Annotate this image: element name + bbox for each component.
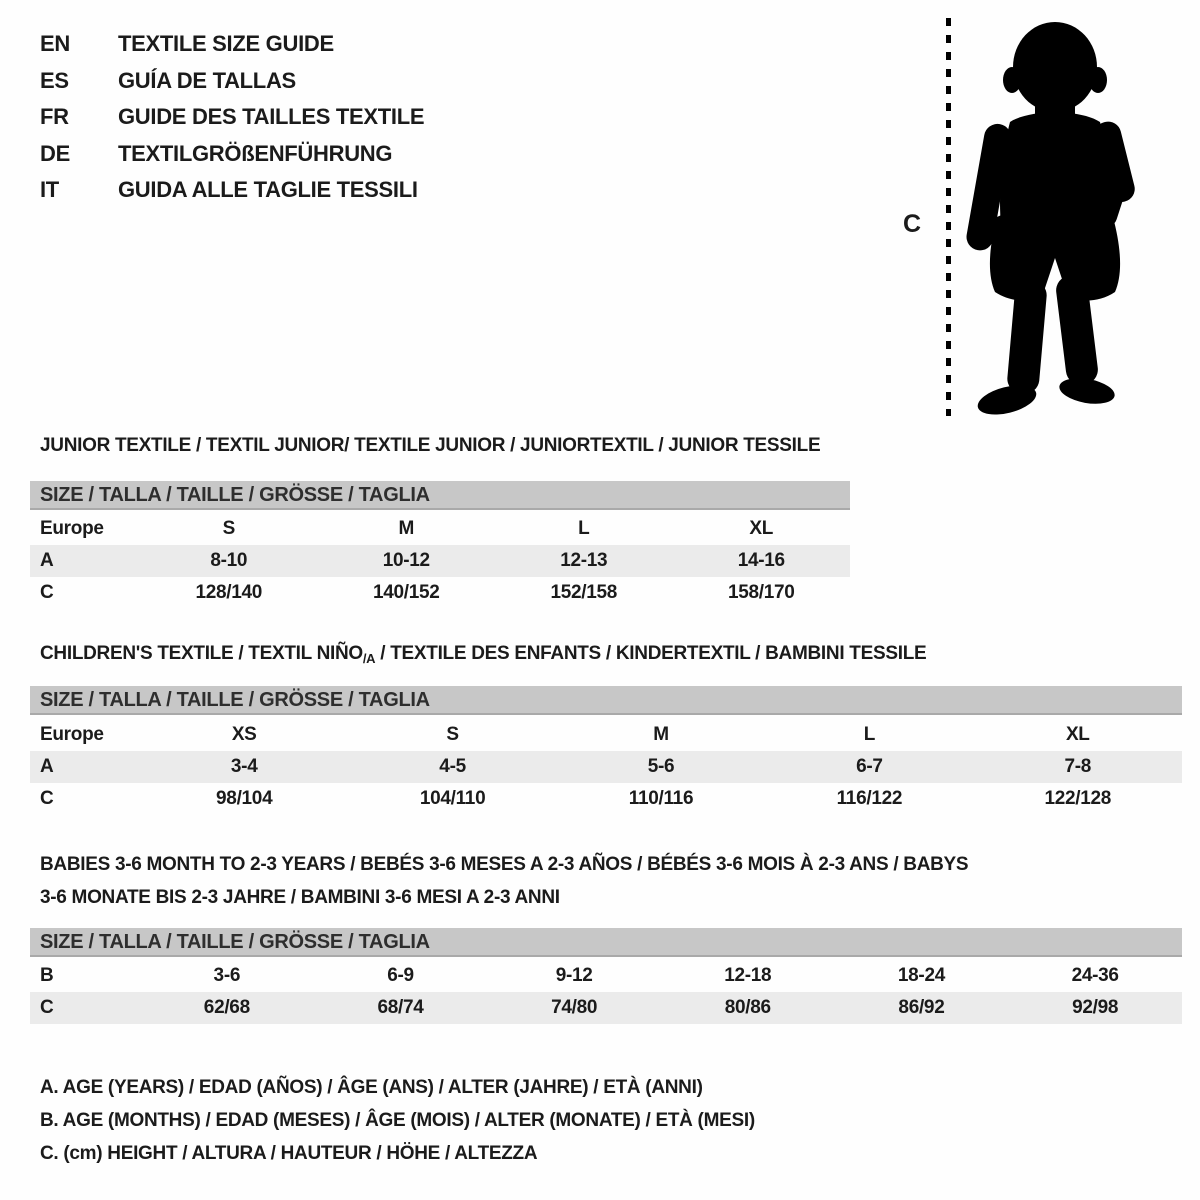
- table-row: [30, 992, 1182, 1024]
- cell: 3-4: [140, 751, 348, 783]
- title-text: CHILDREN'S TEXTILE / TEXTIL NIÑO: [40, 643, 363, 664]
- lang-title: TEXTILGRÖßENFÜHRUNG: [118, 140, 393, 166]
- lang-title: GUÍA DE TALLAS: [118, 67, 296, 93]
- cell: 122/128: [1044, 788, 1112, 809]
- lang-code: FR: [40, 104, 69, 130]
- cell: XS: [231, 724, 257, 745]
- cell: M: [398, 518, 415, 539]
- row-label: Europe: [40, 518, 104, 539]
- babies-section-title: [40, 848, 988, 919]
- cell: XL: [749, 518, 774, 539]
- legend-line-b: B. AGE (MONTHS) / EDAD (MESES) / ÂGE (MOIS) / ALTER (MONATE) / ETÀ (MESI): [40, 1110, 755, 1131]
- cell: 7-8: [974, 751, 1182, 783]
- lang-code: DE: [40, 140, 70, 166]
- toddler-silhouette: [955, 12, 1150, 420]
- cell: 6-9: [387, 965, 414, 986]
- cell: 98/104: [216, 788, 273, 809]
- row-label: A: [30, 751, 140, 783]
- cell: 86/92: [835, 992, 1009, 1024]
- cell: L: [578, 518, 590, 539]
- children-size-header-bar: SIZE / TALLA / TAILLE / GRÖSSE / TAGLIA: [30, 686, 1182, 715]
- cell: S: [222, 518, 235, 539]
- row-label: Europe: [40, 724, 104, 745]
- junior-size-header-bar: SIZE / TALLA / TAILLE / GRÖSSE / TAGLIA: [30, 481, 850, 510]
- children-size-table: [30, 719, 1182, 815]
- row-label: C: [40, 582, 54, 603]
- cell: 152/158: [550, 582, 618, 603]
- cell: 104/110: [419, 788, 486, 809]
- table-row: [30, 577, 850, 609]
- lang-title: GUIDA ALLE TAGLIE TESSILI: [118, 177, 418, 203]
- cell: 8-10: [140, 545, 318, 577]
- lang-row-de: [40, 136, 424, 173]
- cell: 12-13: [495, 545, 673, 577]
- row-label: B: [40, 965, 54, 986]
- cell: 18-24: [897, 965, 945, 986]
- title-sub: /A: [362, 651, 376, 666]
- cell: XL: [1065, 724, 1090, 745]
- cell: 4-5: [348, 751, 556, 783]
- lang-code: ES: [40, 67, 69, 93]
- junior-size-table: [30, 513, 850, 609]
- babies-size-table: [30, 960, 1182, 1024]
- language-title-list: [40, 26, 424, 209]
- cell: 68/74: [314, 992, 488, 1024]
- babies-size-header-bar: SIZE / TALLA / TAILLE / GRÖSSE / TAGLIA: [30, 928, 1182, 957]
- cell: L: [863, 724, 876, 745]
- cell: 116/122: [836, 788, 903, 809]
- table-row: [30, 751, 1182, 783]
- lang-row-en: [40, 26, 424, 63]
- table-row: [30, 719, 1182, 751]
- title-text: JUNIOR TEXTILE / TEXTIL JUNIOR/ TEXTILE JUNIOR / JUNIORTEXTIL / JUNIOR TESSILE: [40, 435, 821, 456]
- lang-row-fr: [40, 99, 424, 136]
- cell: 3-6: [213, 965, 241, 986]
- height-measure-dashed-line: [946, 18, 951, 416]
- lang-title: GUIDE DES TAILLES TEXTILE: [118, 104, 425, 130]
- cell: 74/80: [487, 992, 661, 1024]
- junior-section-title: [40, 434, 820, 462]
- lang-code: IT: [40, 177, 59, 203]
- measure-legend: [40, 1071, 755, 1170]
- table-row: [30, 783, 1182, 815]
- children-section-title: [40, 642, 926, 670]
- cell: 92/98: [1008, 992, 1182, 1024]
- cell: 128/140: [195, 582, 263, 603]
- cell: 9-12: [555, 965, 593, 986]
- lang-code: EN: [40, 31, 70, 57]
- cell: S: [446, 724, 459, 745]
- cell: 62/68: [140, 992, 314, 1024]
- lang-row-es: [40, 63, 424, 100]
- cell: 6-7: [765, 751, 973, 783]
- height-measure-label: C: [903, 210, 921, 238]
- lang-title: TEXTILE SIZE GUIDE: [118, 31, 334, 57]
- cell: 5-6: [557, 751, 765, 783]
- cell: 158/170: [727, 582, 795, 603]
- legend-line-a: A. AGE (YEARS) / EDAD (AÑOS) / ÂGE (ANS) / ALTER (JAHRE) / ETÀ (ANNI): [40, 1077, 703, 1098]
- cell: 80/86: [661, 992, 835, 1024]
- cell: 110/116: [628, 788, 694, 809]
- cell: 140/152: [372, 582, 440, 603]
- title-text: BABIES 3-6 MONTH TO 2-3 YEARS / BEBÉS 3-6 MESES A 2-3 AÑOS / BÉBÉS 3-6 MOIS À 2-3 ANS / BABYS 3-6 MONATE BIS 2-3 JAHRE / BAMBINI 3-6 MESI A 2-3 ANNI: [40, 854, 969, 908]
- cell: 10-12: [318, 545, 496, 577]
- table-row: [30, 960, 1182, 992]
- cell: M: [653, 724, 669, 745]
- cell: 24-36: [1071, 965, 1119, 986]
- table-row: [30, 545, 850, 577]
- title-text: / TEXTILE DES ENFANTS / KINDERTEXTIL / BAMBINI TESSILE: [375, 643, 927, 664]
- table-row: [30, 513, 850, 545]
- legend-line-c: C. (cm) HEIGHT / ALTURA / HAUTEUR / HÖHE / ALTEZZA: [40, 1143, 538, 1164]
- row-label: A: [30, 545, 140, 577]
- lang-row-it: [40, 172, 424, 209]
- row-label: C: [30, 992, 140, 1024]
- cell: 12-18: [724, 965, 772, 986]
- row-label: C: [40, 788, 54, 809]
- cell: 14-16: [673, 545, 851, 577]
